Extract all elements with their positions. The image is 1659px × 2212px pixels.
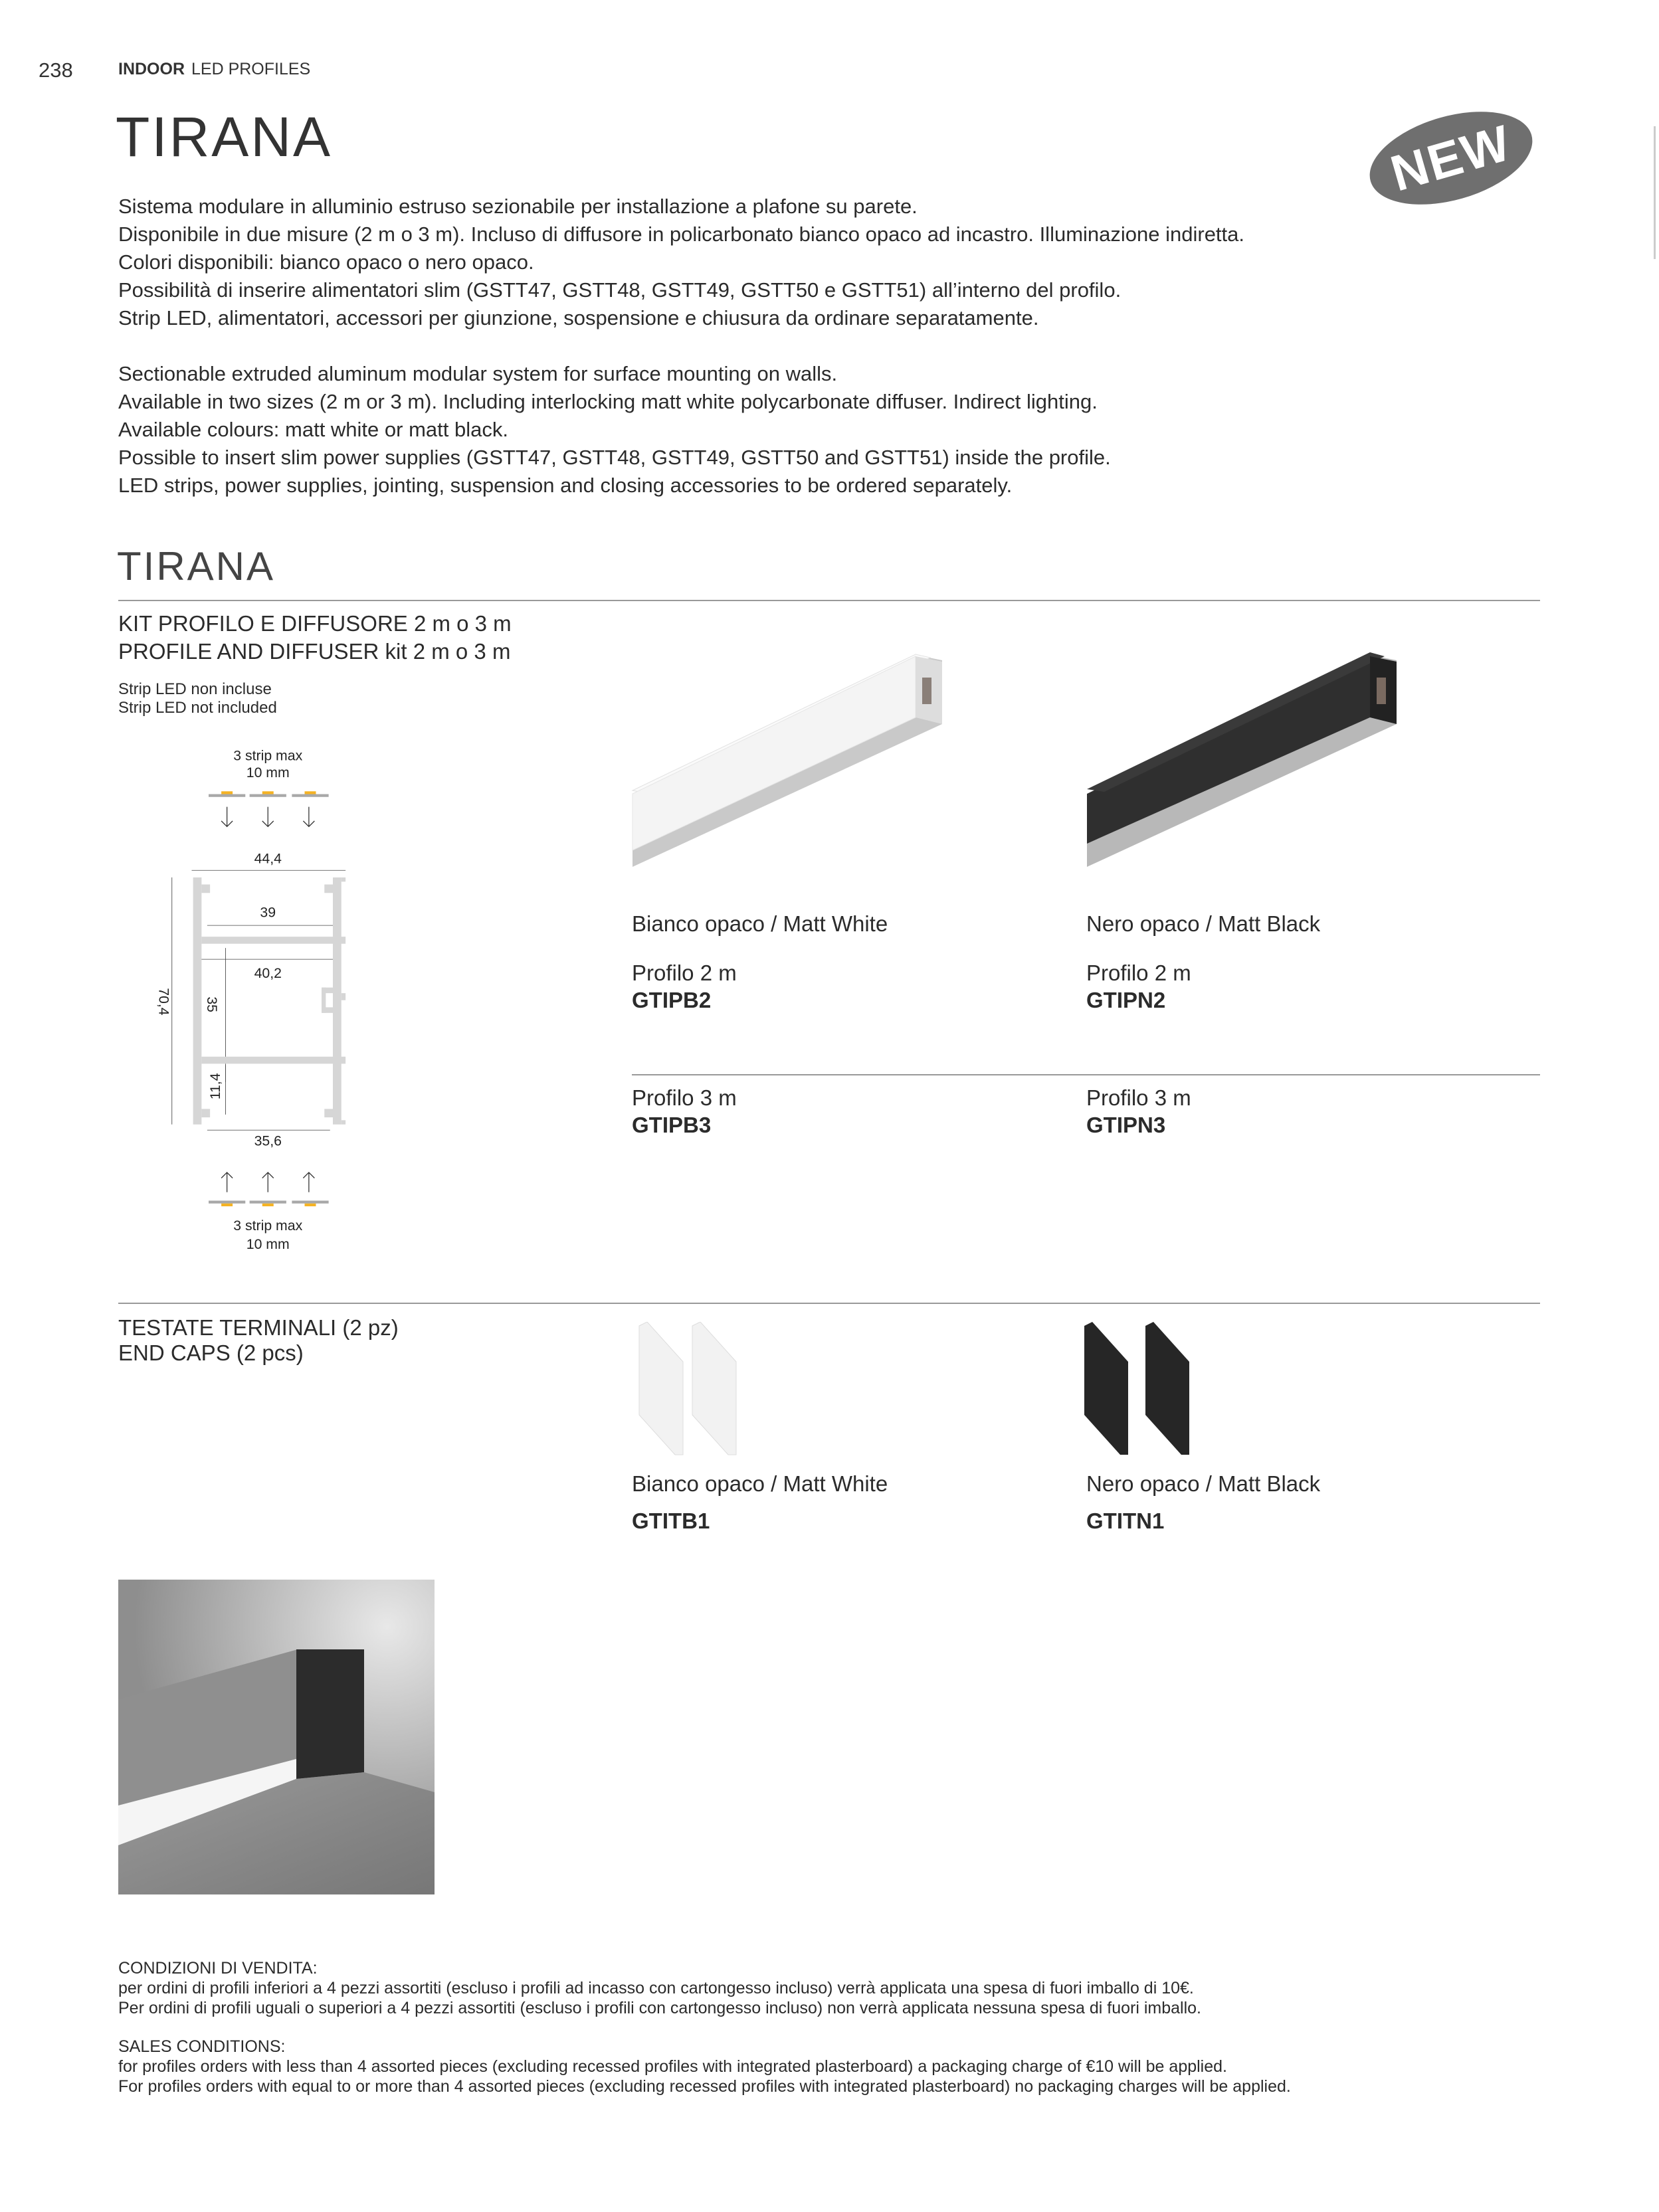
black-2m-label: Profilo 2 m [1086,961,1191,985]
dim-height-mid: 35 [203,996,220,1012]
white-color-label: Bianco opaco / Matt White [632,911,888,936]
strip-bottom-size: 10 mm [246,1236,290,1252]
dim-height-bottom: 11,4 [207,1073,223,1100]
white-endcaps-image [636,1322,756,1458]
dim-width-inner-top: 39 [260,904,276,921]
white-2m-code: GTIPB2 [632,988,712,1012]
endcap-white-code: GTITB1 [632,1509,710,1533]
black-2m-code: GTIPN2 [1086,988,1166,1012]
kit-title-it: KIT PROFILO E DIFFUSORE 2 m o 3 m [118,611,512,636]
divider [118,600,1540,601]
led-strips-top [209,791,329,797]
kit-note [118,680,277,717]
desc-line: Disponibile in due misure (2 m o 3 m). Incluso di diffusore in policarbonato bianco opaco ad incastro. Illuminazione indiretta. [118,223,1245,246]
kit-note-en: Strip LED not included [118,699,277,717]
white-3m-code: GTIPB3 [632,1113,712,1137]
conditions-line: per ordini di profili inferiori a 4 pezzi assortiti (escluso i profili ad incasso con cartongesso incluso) verrà applicata una spesa di fuori imballo di 10€. [118,1979,1194,1997]
desc-line: Sistema modulare in alluminio estruso sezionabile per installazione a plafone su parete. [118,195,918,218]
black-3m-label: Profilo 3 m [1086,1085,1191,1110]
strip-bottom-label: 3 strip max [233,1218,303,1234]
divider [632,1074,1540,1075]
kit-note-it: Strip LED non incluse [118,680,272,698]
endcap-black-color-label: Nero opaco / Matt Black [1086,1471,1321,1496]
conditions-line: for profiles orders with less than 4 assorted pieces (excluding recessed profiles with integrated plasterboard) a packaging charge of €10 will be applied. [118,2057,1227,2076]
section-header [118,60,310,79]
conditions-title-en: SALES CONDITIONS: [118,2037,286,2056]
conditions-line: Per ordini di profili uguali o superiori a 4 pezzi assortiti (escluso i profili con cartongesso incluso) non verrà applicata nessuna spesa di fuori imballo. [118,1999,1201,2017]
kit-title-en: PROFILE AND DIFFUSER kit 2 m o 3 m [118,639,511,664]
arrow-down-icons [221,807,314,827]
black-3m-code: GTIPN3 [1086,1113,1166,1137]
white-profile-image [630,651,949,880]
strip-top-size: 10 mm [246,765,290,781]
desc-line: Available colours: matt white or matt black. [118,418,508,441]
dim-width-bottom: 35,6 [254,1133,282,1149]
profile-cross-section-diagram [141,737,367,1269]
led-strips-bottom [209,1201,329,1207]
description-it [118,193,1244,332]
endcap-black-code: GTITN1 [1086,1509,1165,1533]
section-bold: INDOOR [118,60,185,78]
desc-line: LED strips, power supplies, jointing, suspension and closing accessories to be ordered separately. [118,474,1013,497]
desc-line: Sectionable extruded aluminum modular system for surface mounting on walls. [118,362,838,385]
desc-line: Possibilità di inserire alimentatori slim (GSTT47, GSTT48, GSTT49, GSTT50 e GSTT51) all’interno del profilo. [118,278,1122,302]
conditions-line: For profiles orders with equal to or more than 4 assorted pieces (excluding recessed profiles with integrated plasterboard) no packaging charges will be applied. [118,2077,1291,2096]
installation-photo [118,1580,435,1894]
sales-conditions-it [118,1958,1201,2018]
dim-height-total: 70,4 [155,988,172,1016]
page-title: TIRANA [116,106,333,168]
black-color-label: Nero opaco / Matt Black [1086,911,1321,936]
desc-line: Strip LED, alimentatori, accessori per giunzione, sospensione e chiusura da ordinare separatamente. [118,306,1039,329]
divider [118,1303,1540,1304]
desc-line: Colori disponibili: bianco opaco o nero opaco. [118,250,534,274]
description-en [118,360,1111,500]
section-title: TIRANA [117,544,276,589]
sales-conditions-en [118,2037,1291,2096]
dim-width-mid: 40,2 [254,965,282,981]
white-3m-label: Profilo 3 m [632,1085,737,1110]
arrow-up-icons [221,1172,314,1192]
new-badge-label: NEW [1385,114,1517,203]
black-endcaps-image [1082,1322,1208,1458]
black-profile-image [1084,651,1403,880]
conditions-title-it: CONDIZIONI DI VENDITA: [118,1959,318,1978]
strip-top-label: 3 strip max [233,747,303,764]
endcap-white-color-label: Bianco opaco / Matt White [632,1471,888,1496]
endcaps-title [118,1315,399,1366]
section-label: LED PROFILES [191,60,311,78]
endcaps-title-it: TESTATE TERMINALI (2 pz) [118,1315,399,1340]
endcaps-title-en: END CAPS (2 pcs) [118,1340,304,1365]
white-2m-label: Profilo 2 m [632,961,737,985]
edge-divider [1654,126,1656,259]
kit-title [118,610,512,666]
desc-line: Possible to insert slim power supplies (GSTT47, GSTT48, GSTT49, GSTT50 and GSTT51) inside the profile. [118,446,1111,469]
new-badge [1359,95,1543,222]
desc-line: Available in two sizes (2 m or 3 m). Including interlocking matt white polycarbonate diffuser. Indirect lighting. [118,390,1098,413]
dim-width-outer: 44,4 [254,850,282,867]
page-number: 238 [39,58,73,82]
